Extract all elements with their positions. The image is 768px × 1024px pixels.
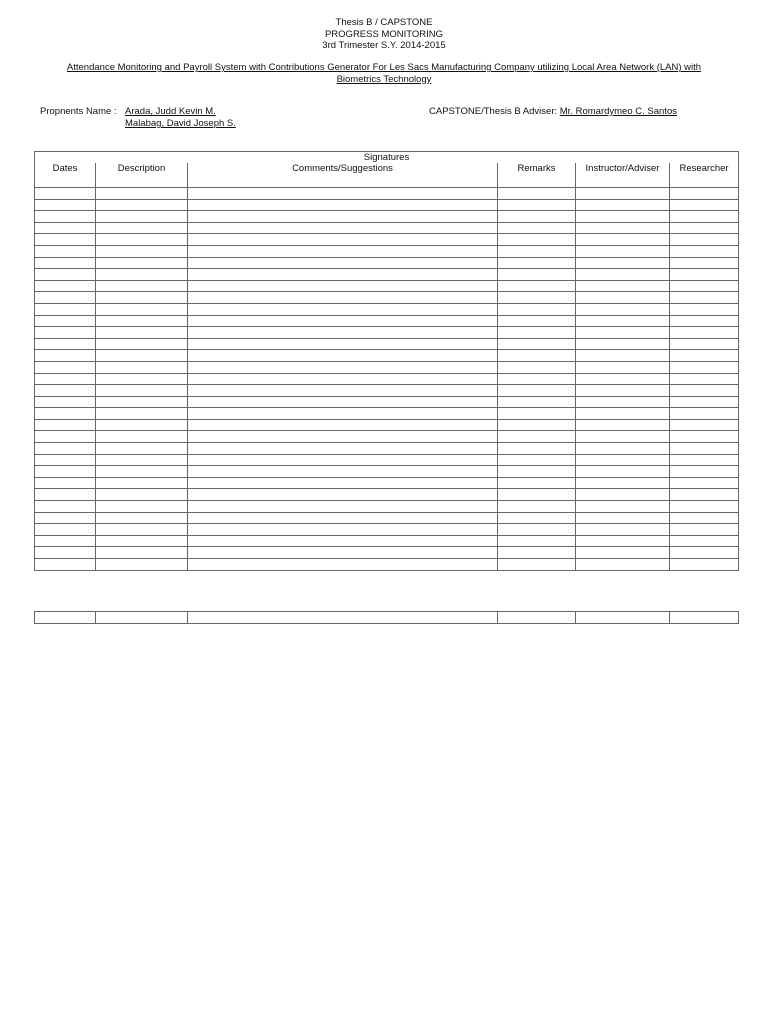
table-cell[interactable] (498, 315, 576, 327)
table-row (35, 431, 739, 443)
table-cell[interactable] (498, 454, 576, 466)
table-cell[interactable] (498, 373, 576, 385)
table-cell[interactable] (188, 199, 498, 211)
column-header-instructor-adviser: Instructor/Adviser (576, 163, 670, 188)
table-cell[interactable] (188, 315, 498, 327)
table-cell[interactable] (35, 408, 96, 420)
table-cell[interactable] (576, 327, 670, 339)
table-cell[interactable] (670, 188, 739, 200)
table-cell[interactable] (498, 211, 576, 223)
table-cell[interactable] (96, 466, 188, 478)
table-cell[interactable] (498, 501, 576, 513)
table-row (35, 512, 739, 524)
table-cell[interactable] (670, 327, 739, 339)
column-header-comments: Comments/Suggestions (188, 163, 498, 188)
header-line-1: Thesis B / CAPSTONE (335, 17, 433, 28)
table-cell[interactable] (576, 222, 670, 234)
table-cell[interactable] (670, 361, 739, 373)
table-cell[interactable] (670, 466, 739, 478)
table-cell[interactable] (96, 269, 188, 281)
table-cell[interactable] (670, 535, 739, 547)
table-cell[interactable] (96, 547, 188, 559)
table-cell[interactable] (188, 234, 498, 246)
table-cell[interactable] (576, 466, 670, 478)
table-cell[interactable] (498, 547, 576, 559)
table-cell[interactable] (96, 454, 188, 466)
table-cell[interactable] (96, 612, 188, 624)
column-header-researcher: Researcher (670, 163, 739, 188)
table-cell[interactable] (96, 188, 188, 200)
table-cell[interactable] (498, 396, 576, 408)
project-title (50, 62, 718, 85)
table-cell[interactable] (498, 350, 576, 362)
table-cell[interactable] (188, 327, 498, 339)
table-cell[interactable] (576, 547, 670, 559)
table-cell[interactable] (96, 211, 188, 223)
table-cell[interactable] (670, 419, 739, 431)
table-cell[interactable] (576, 373, 670, 385)
table-cell[interactable] (576, 280, 670, 292)
table-cell[interactable] (576, 524, 670, 536)
table-row (35, 315, 739, 327)
table-cell[interactable] (188, 396, 498, 408)
table-cell[interactable] (96, 489, 188, 501)
table-cell[interactable] (96, 477, 188, 489)
table-cell[interactable] (576, 385, 670, 397)
adviser-name: Mr. Romardymeo C. Santos (559, 106, 677, 117)
table-cell[interactable] (96, 222, 188, 234)
form-header (0, 17, 768, 52)
table-cell[interactable] (35, 385, 96, 397)
table-cell[interactable] (188, 188, 498, 200)
table-cell[interactable] (96, 280, 188, 292)
table-cell[interactable] (670, 385, 739, 397)
table-cell[interactable] (188, 454, 498, 466)
table-cell[interactable] (96, 385, 188, 397)
table-cell[interactable] (576, 188, 670, 200)
table-cell[interactable] (576, 199, 670, 211)
table-cell[interactable] (188, 477, 498, 489)
table-row (35, 477, 739, 489)
table-cell[interactable] (670, 257, 739, 269)
table-cell[interactable] (35, 547, 96, 559)
table-cell[interactable] (188, 535, 498, 547)
table-cell[interactable] (576, 292, 670, 304)
table-row (35, 199, 739, 211)
table-cell[interactable] (96, 524, 188, 536)
table-row (35, 222, 739, 234)
table-cell[interactable] (96, 338, 188, 350)
table-cell[interactable] (188, 245, 498, 257)
table-cell[interactable] (670, 501, 739, 513)
table-cell[interactable] (188, 385, 498, 397)
table-cell[interactable] (498, 338, 576, 350)
table-cell[interactable] (35, 477, 96, 489)
table-cell[interactable] (35, 211, 96, 223)
table-cell[interactable] (498, 327, 576, 339)
table-cell[interactable] (188, 612, 498, 624)
header-line-2: PROGRESS MONITORING (324, 28, 444, 40)
project-title-line-2: Biometrics Technology (336, 73, 432, 85)
table-cell[interactable] (188, 257, 498, 269)
table-cell[interactable] (35, 524, 96, 536)
table-cell[interactable] (96, 315, 188, 327)
table-cell[interactable] (498, 188, 576, 200)
table-cell[interactable] (35, 501, 96, 513)
table-cell[interactable] (670, 211, 739, 223)
table-cell[interactable] (576, 245, 670, 257)
table-cell[interactable] (576, 477, 670, 489)
table-row (35, 280, 739, 292)
table-cell[interactable] (35, 373, 96, 385)
table-cell[interactable] (96, 443, 188, 455)
table-cell[interactable] (498, 489, 576, 501)
table-row (35, 443, 739, 455)
table-cell[interactable] (35, 303, 96, 315)
table-cell[interactable] (35, 396, 96, 408)
table-cell[interactable] (35, 350, 96, 362)
table-cell[interactable] (498, 361, 576, 373)
table-cell[interactable] (35, 280, 96, 292)
table-cell[interactable] (576, 361, 670, 373)
table-cell[interactable] (670, 612, 739, 624)
proponents-block (40, 106, 236, 129)
table-cell[interactable] (576, 315, 670, 327)
table-row (35, 454, 739, 466)
table-cell[interactable] (188, 512, 498, 524)
table-cell[interactable] (96, 512, 188, 524)
table-cell[interactable] (576, 257, 670, 269)
table-cell[interactable] (35, 269, 96, 281)
table-cell[interactable] (35, 361, 96, 373)
table-cell[interactable] (188, 211, 498, 223)
table-cell[interactable] (498, 431, 576, 443)
table-cell[interactable] (576, 269, 670, 281)
table-cell[interactable] (670, 234, 739, 246)
table-cell[interactable] (670, 396, 739, 408)
table-cell[interactable] (188, 269, 498, 281)
table-cell[interactable] (670, 338, 739, 350)
table-cell[interactable] (498, 257, 576, 269)
table-cell[interactable] (35, 454, 96, 466)
table-cell[interactable] (96, 327, 188, 339)
table-row (35, 350, 739, 362)
table-cell[interactable] (498, 443, 576, 455)
table-cell[interactable] (670, 292, 739, 304)
table-cell[interactable] (576, 396, 670, 408)
table-cell[interactable] (498, 477, 576, 489)
table-cell[interactable] (670, 454, 739, 466)
table-cell[interactable] (96, 350, 188, 362)
table-cell[interactable] (96, 373, 188, 385)
table-row (35, 466, 739, 478)
table-cell[interactable] (498, 292, 576, 304)
table-cell[interactable] (188, 280, 498, 292)
table-cell[interactable] (498, 612, 576, 624)
table-row (35, 385, 739, 397)
table-cell[interactable] (35, 188, 96, 200)
table-cell[interactable] (188, 466, 498, 478)
table-cell[interactable] (188, 222, 498, 234)
table-cell[interactable] (670, 245, 739, 257)
table-cell[interactable] (576, 338, 670, 350)
table-cell[interactable] (35, 489, 96, 501)
table-cell[interactable] (670, 350, 739, 362)
table-cell[interactable] (188, 338, 498, 350)
table-row (35, 245, 739, 257)
table-row (35, 612, 739, 624)
table-cell[interactable] (498, 222, 576, 234)
table-cell[interactable] (188, 303, 498, 315)
table-cell[interactable] (35, 443, 96, 455)
table-cell[interactable] (670, 547, 739, 559)
table-cell[interactable] (96, 257, 188, 269)
table-cell[interactable] (498, 419, 576, 431)
table-cell[interactable] (96, 408, 188, 420)
table-row (35, 559, 739, 571)
table-cell[interactable] (670, 408, 739, 420)
table-cell[interactable] (35, 315, 96, 327)
table-cell[interactable] (576, 431, 670, 443)
table-cell[interactable] (35, 612, 96, 624)
table-cell[interactable] (670, 524, 739, 536)
table-cell[interactable] (576, 211, 670, 223)
table-cell[interactable] (188, 431, 498, 443)
table-cell[interactable] (670, 373, 739, 385)
table-cell[interactable] (35, 559, 96, 571)
table-cell[interactable] (96, 292, 188, 304)
table-cell[interactable] (188, 501, 498, 513)
table-cell[interactable] (576, 350, 670, 362)
table-cell[interactable] (498, 385, 576, 397)
header-line-3: 3rd Trimester S.Y. 2014-2015 (322, 40, 446, 51)
project-title-line-1: Attendance Monitoring and Payroll System with Contributions Generator For Les Sacs Manufacturing Company utilizing Local Area Network (LAN) with (66, 62, 702, 73)
table-cell[interactable] (35, 466, 96, 478)
table-cell[interactable] (670, 512, 739, 524)
table-cell[interactable] (670, 280, 739, 292)
table-cell[interactable] (670, 489, 739, 501)
table-cell[interactable] (35, 327, 96, 339)
proponent-name-1: Arada, Judd Kevin M. (125, 106, 216, 117)
proponents-names (125, 106, 236, 130)
signatures-group-header: Signatures (35, 152, 739, 164)
table-cell[interactable] (96, 234, 188, 246)
table-cell[interactable] (670, 443, 739, 455)
table-cell[interactable] (576, 501, 670, 513)
table-cell[interactable] (670, 559, 739, 571)
table-row (35, 373, 739, 385)
table-cell[interactable] (96, 559, 188, 571)
table-row (35, 489, 739, 501)
table-cell[interactable] (498, 280, 576, 292)
table-cell[interactable] (188, 361, 498, 373)
table-cell[interactable] (35, 292, 96, 304)
table-cell[interactable] (188, 559, 498, 571)
table-cell[interactable] (35, 419, 96, 431)
table-cell[interactable] (498, 199, 576, 211)
table-cell[interactable] (96, 303, 188, 315)
table-row (35, 257, 739, 269)
table-cell[interactable] (188, 419, 498, 431)
table-cell[interactable] (576, 559, 670, 571)
table-cell[interactable] (498, 466, 576, 478)
table-cell[interactable] (188, 443, 498, 455)
table-row (35, 396, 739, 408)
table-cell[interactable] (576, 489, 670, 501)
table-cell[interactable] (576, 454, 670, 466)
table-row (35, 501, 739, 513)
table-cell[interactable] (35, 431, 96, 443)
table-row (35, 211, 739, 223)
table-cell[interactable] (35, 245, 96, 257)
progress-log-table (34, 151, 739, 571)
table-cell[interactable] (188, 373, 498, 385)
table-cell[interactable] (188, 408, 498, 420)
table-cell[interactable] (498, 234, 576, 246)
table-cell[interactable] (35, 199, 96, 211)
table-cell[interactable] (188, 547, 498, 559)
table-cell[interactable] (498, 559, 576, 571)
table-cell[interactable] (35, 535, 96, 547)
column-header-remarks: Remarks (498, 163, 576, 188)
table-row (35, 524, 739, 536)
table-cell[interactable] (576, 234, 670, 246)
table-cell[interactable] (670, 431, 739, 443)
table-cell[interactable] (35, 222, 96, 234)
table-cell[interactable] (670, 315, 739, 327)
progress-log-body (35, 188, 739, 571)
table-cell[interactable] (670, 303, 739, 315)
table-row (35, 547, 739, 559)
table-cell[interactable] (576, 303, 670, 315)
table-cell[interactable] (576, 419, 670, 431)
table-cell[interactable] (35, 512, 96, 524)
table-cell[interactable] (498, 245, 576, 257)
table-cell[interactable] (576, 408, 670, 420)
table-cell[interactable] (96, 396, 188, 408)
table-cell[interactable] (96, 431, 188, 443)
table-cell[interactable] (670, 477, 739, 489)
table-cell[interactable] (498, 535, 576, 547)
table-row (35, 419, 739, 431)
table-cell[interactable] (670, 269, 739, 281)
table-row (35, 338, 739, 350)
adviser-block (429, 106, 677, 118)
table-row (35, 535, 739, 547)
table-cell[interactable] (35, 257, 96, 269)
table-cell[interactable] (96, 199, 188, 211)
table-cell[interactable] (188, 524, 498, 536)
table-cell[interactable] (188, 292, 498, 304)
table-cell[interactable] (576, 612, 670, 624)
table-cell[interactable] (96, 501, 188, 513)
table-row (35, 292, 739, 304)
column-header-dates: Dates (35, 163, 96, 188)
table-row (35, 361, 739, 373)
adviser-label: CAPSTONE/Thesis B Adviser: (429, 106, 558, 117)
table-row (35, 269, 739, 281)
table-row (35, 188, 739, 200)
extra-row-table (34, 611, 739, 624)
table-cell[interactable] (498, 524, 576, 536)
table-cell[interactable] (498, 512, 576, 524)
table-cell[interactable] (96, 419, 188, 431)
table-cell[interactable] (576, 443, 670, 455)
table-cell[interactable] (498, 408, 576, 420)
table-cell[interactable] (96, 361, 188, 373)
table-cell[interactable] (96, 535, 188, 547)
proponent-name-2: Malabag, David Joseph S. (125, 118, 236, 129)
table-cell[interactable] (188, 489, 498, 501)
proponents-label: Propnents Name : (40, 106, 117, 117)
table-cell[interactable] (96, 245, 188, 257)
table-cell[interactable] (576, 512, 670, 524)
table-cell[interactable] (576, 535, 670, 547)
table-cell[interactable] (35, 234, 96, 246)
table-cell[interactable] (670, 222, 739, 234)
table-row (35, 303, 739, 315)
table-cell[interactable] (498, 303, 576, 315)
column-header-description: Description (96, 163, 188, 188)
table-cell[interactable] (188, 350, 498, 362)
table-cell[interactable] (670, 199, 739, 211)
table-row (35, 327, 739, 339)
table-cell[interactable] (35, 338, 96, 350)
table-cell[interactable] (498, 269, 576, 281)
table-row (35, 234, 739, 246)
table-row (35, 408, 739, 420)
